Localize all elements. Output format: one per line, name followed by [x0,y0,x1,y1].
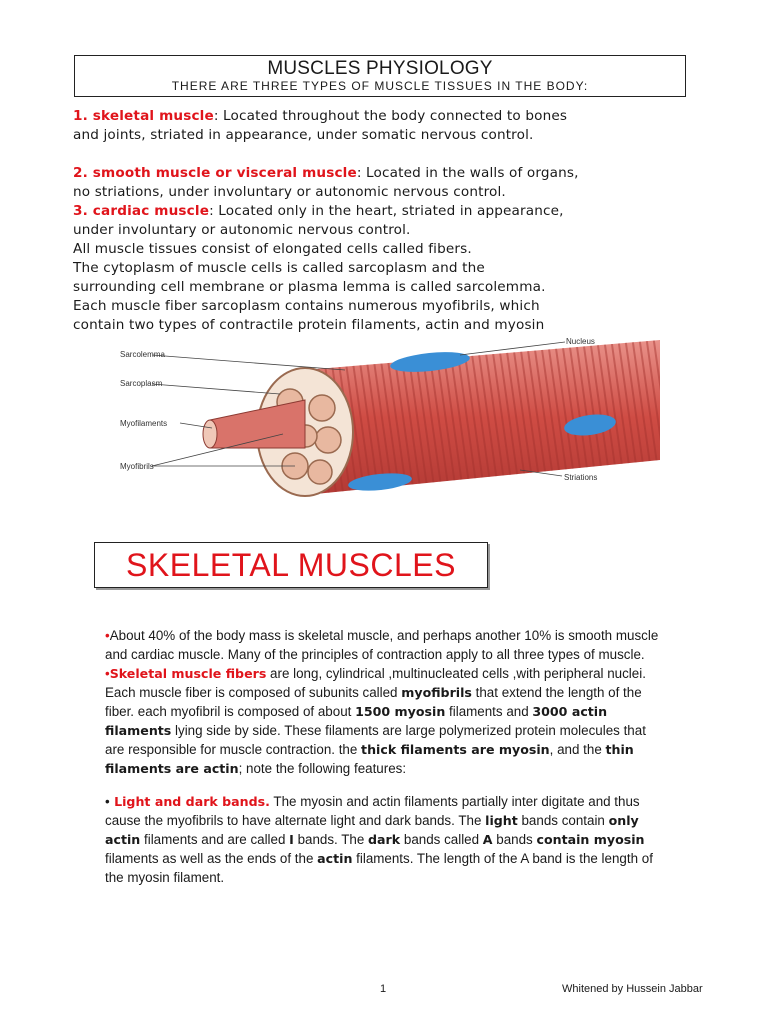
intro-item-3 [73,202,673,221]
bullet: • [105,794,110,809]
footer-credit: Whitened by Hussein Jabbar [562,983,703,995]
label-nucleus: Nucleus [566,337,595,346]
section-title: SKELETAL MUSCLES [126,547,456,583]
intro-text [73,107,673,335]
header-box [74,55,686,97]
label-striations: Striations [564,473,598,482]
item1-label: 1. skeletal muscle [73,108,214,124]
item1-text-a: : Located throughout the body connected to bones [213,108,568,124]
section-header-box [94,542,488,588]
item2-text-a: : Located in the walls of organs, [356,165,579,181]
item3-text-b: under involuntary or autonomic nervous control. [73,222,411,238]
body-text [105,626,665,887]
item3-label: 3. cardiac muscle [73,203,210,219]
paragraph-fibers: •Skeletal muscle fibers are long, cylindrical ,multinucleated cells ,with peripheral nuclei. Each muscle fiber is composed of subunits called myofibrils that extend the length of the fiber. each myofibril is composed of about 1500 myosin filaments and 3000 actin filaments lying side by side. These filaments are large polymerized protein molecules that are responsible for muscle contraction. the thick filaments are myosin, and the thin filaments are actin; note the following features: [105,666,646,776]
line-myo-b: contain two types of contractile protein filaments, actin and myosin [73,317,545,333]
page-title: MUSCLES PHYSIOLOGY [267,58,493,79]
item1-text-b: and joints, striated in appearance, under somatic nervous control. [73,127,534,143]
bullet: • [105,666,110,681]
item2-text-b: no striations, under involuntary or autonomic nervous control. [73,184,506,200]
label-sarcolemma: Sarcolemma [120,350,165,359]
line-myo-a: Each muscle fiber sarcoplasm contains numerous myofibrils, which [73,298,540,314]
line-sarco-a: The cytoplasm of muscle cells is called sarcoplasm and the [73,260,485,276]
intro-item-2 [73,164,673,183]
line-fibers: All muscle tissues consist of elongated cells called fibers. [73,241,472,257]
bullet: • [105,628,110,643]
muscle-fiber-svg [100,330,660,512]
paragraph-bands: • Light and dark bands. The myosin and actin filaments partially inter digitate and thus cause the myofibrils to have alternate light and dark bands. The light bands contain only actin filaments and are called I bands. The dark bands called A bands contain myosin filaments as well as the ends of the actin filaments. The length of the A band is the length of the myosin filament. [105,794,653,885]
line-sarco-b: surrounding cell membrane or plasma lemma is called sarcolemma. [73,279,546,295]
intro-item-1 [73,107,673,126]
label-sarcoplasm: Sarcoplasm [120,379,163,388]
label-myofibrils: Myofibrils [120,462,154,471]
page-number: 1 [380,983,387,995]
item3-text-a: : Located only in the heart, striated in appearance, [209,203,564,219]
muscle-fiber-illustration [100,330,660,512]
paragraph-body-mass: •About 40% of the body mass is skeletal muscle, and perhaps another 10% is smooth muscle and cardiac muscle. Many of the principles of contraction apply to all three types of muscle. [105,628,659,662]
label-myofilaments: Myofilaments [120,419,168,428]
myofibril-bundle [210,400,305,448]
item2-label: 2. smooth muscle or visceral muscle [73,165,357,181]
page-subtitle: THERE ARE THREE TYPES OF MUSCLE TISSUES IN THE BODY: [171,79,589,93]
